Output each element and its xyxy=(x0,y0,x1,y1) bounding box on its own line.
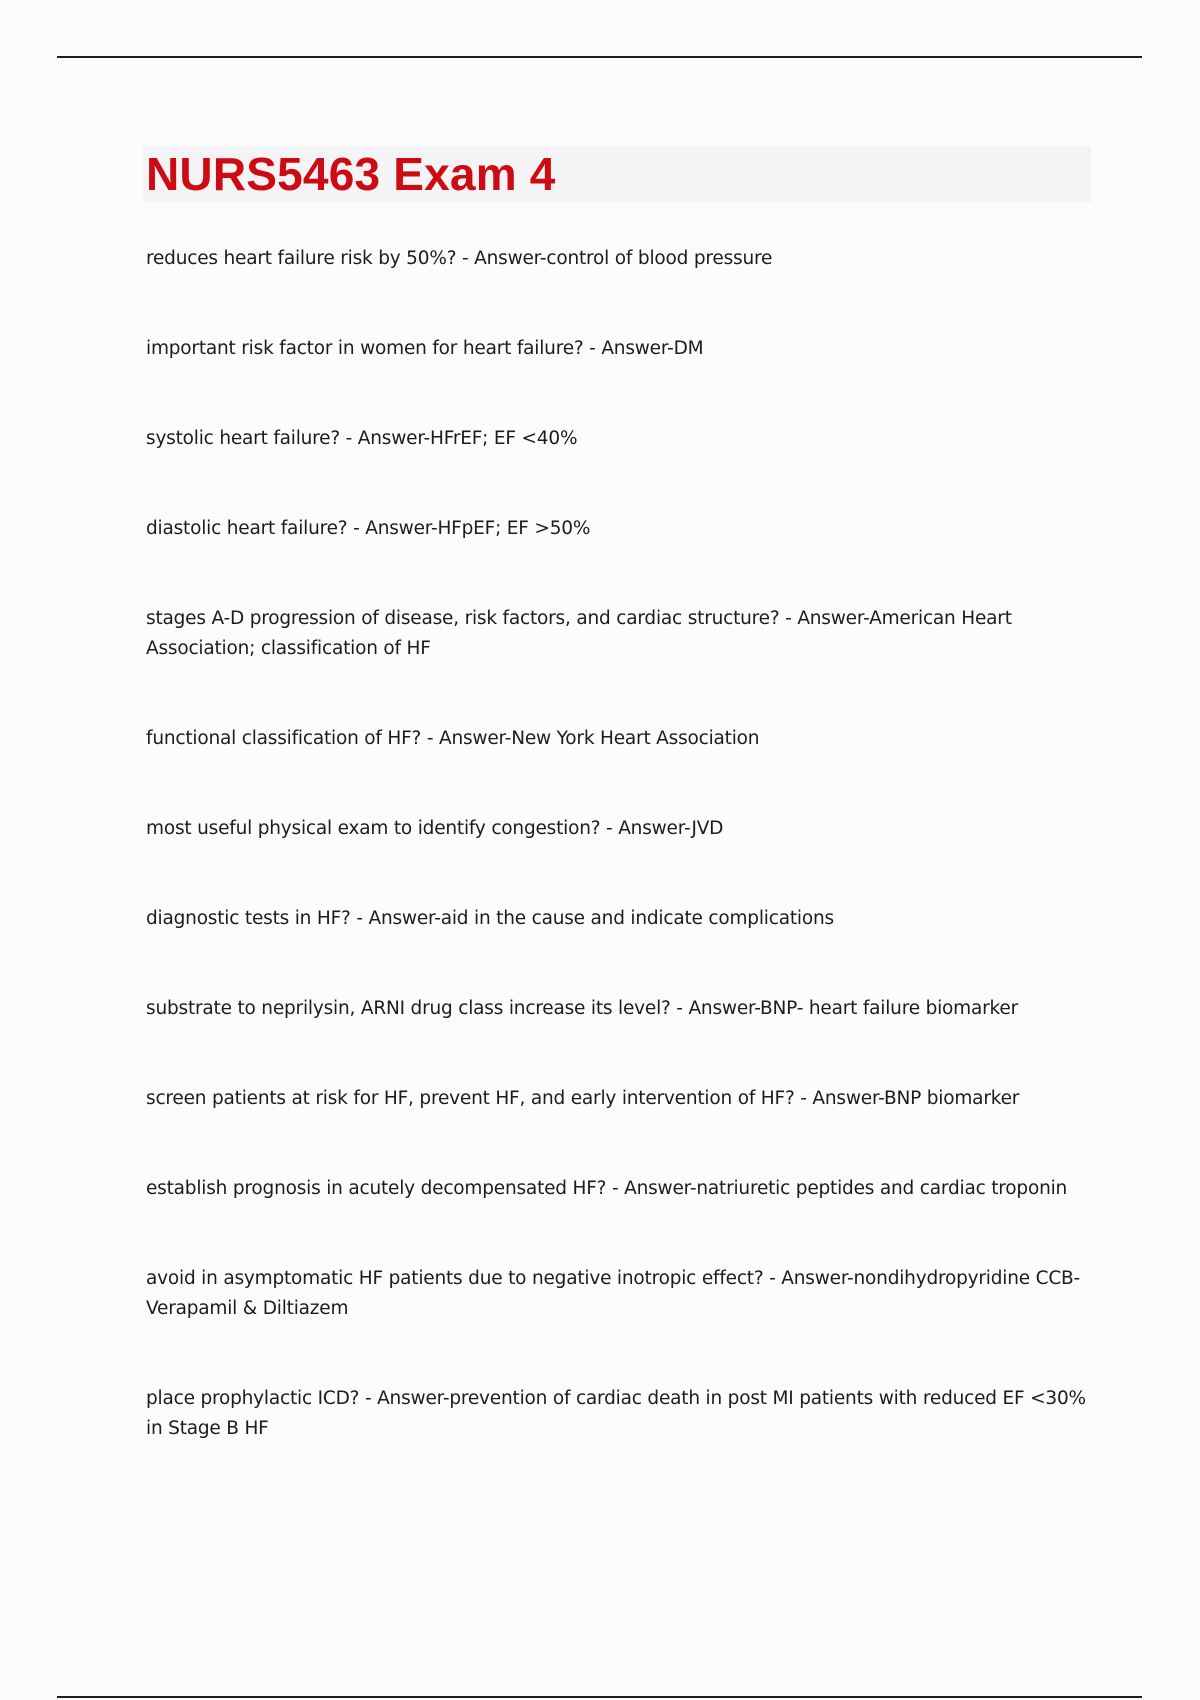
qa-item: functional classification of HF? - Answer-New York Heart Association xyxy=(146,728,760,749)
qa-item: systolic heart failure? - Answer-HFrEF; EF <40% xyxy=(146,428,578,449)
qa-item: substrate to neprilysin, ARNI drug class increase its level? - Answer-BNP- heart failure biomarker xyxy=(146,998,1018,1019)
bottom-rule xyxy=(57,1696,1142,1698)
qa-item: diastolic heart failure? - Answer-HFpEF; EF >50% xyxy=(146,518,591,539)
qa-item: most useful physical exam to identify congestion? - Answer-JVD xyxy=(146,818,724,839)
page-title: NURS5463 Exam 4 xyxy=(146,148,556,200)
qa-item: screen patients at risk for HF, prevent HF, and early intervention of HF? - Answer-BNP biomarker xyxy=(146,1088,1020,1109)
qa-item: diagnostic tests in HF? - Answer-aid in the cause and indicate complications xyxy=(146,908,834,929)
qa-item: stages A-D progression of disease, risk factors, and cardiac structure? - Answer-American Heart Association; classification of HF xyxy=(146,608,1012,659)
qa-list xyxy=(146,244,1086,1504)
qa-item: place prophylactic ICD? - Answer-prevention of cardiac death in post MI patients with reduced EF <30% in Stage B HF xyxy=(146,1388,1086,1439)
qa-item: establish prognosis in acutely decompensated HF? - Answer-natriuretic peptides and cardiac troponin xyxy=(146,1178,1068,1199)
qa-item: reduces heart failure risk by 50%? - Answer-control of blood pressure xyxy=(146,248,773,269)
top-rule xyxy=(57,56,1142,58)
qa-item: avoid in asymptomatic HF patients due to negative inotropic effect? - Answer-nondihydropyridine CCB- Verapamil & Diltiazem xyxy=(146,1268,1081,1319)
qa-item: important risk factor in women for heart failure? - Answer-DM xyxy=(146,338,704,359)
